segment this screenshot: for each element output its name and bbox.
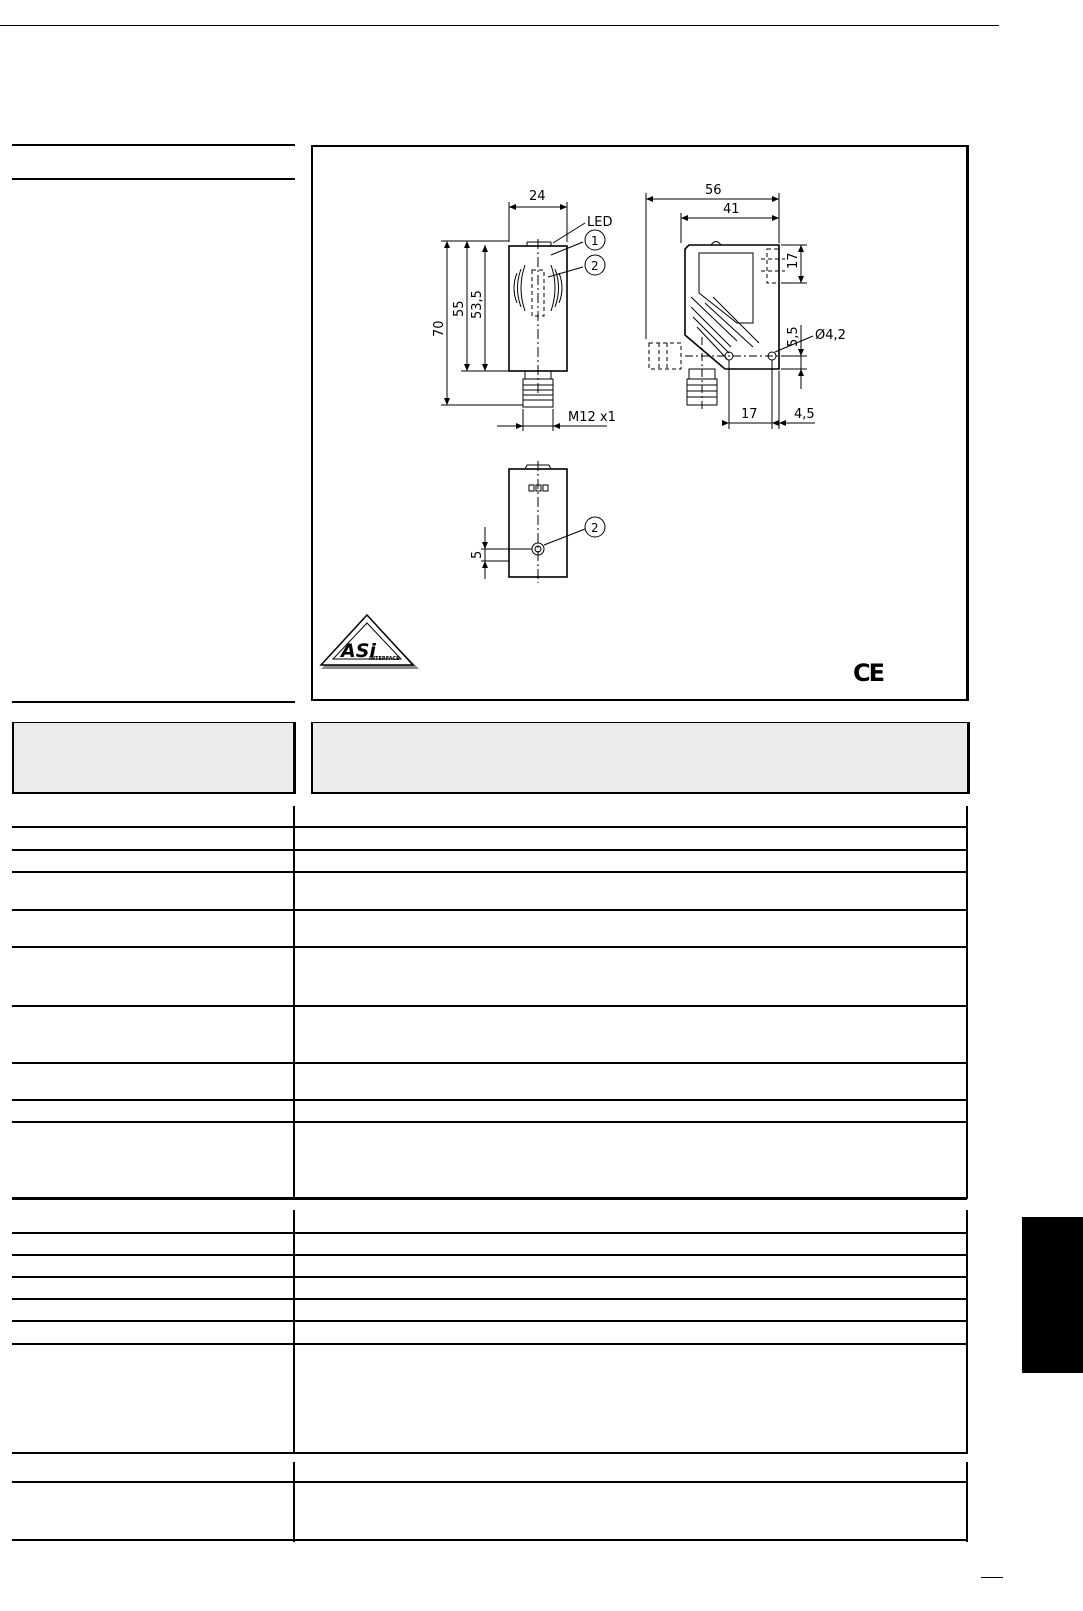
table-divider (966, 1210, 968, 1454)
dim-4-5: 4,5 (794, 407, 815, 422)
dim-56: 56 (705, 183, 722, 198)
section-tab (1022, 1217, 1083, 1373)
dim-5: 5 (470, 550, 485, 559)
left-rule (12, 178, 295, 180)
dim-height-55: 55 (452, 300, 467, 317)
table-row-rule (12, 1320, 967, 1322)
table-divider (293, 1462, 295, 1542)
table-divider (293, 806, 295, 1199)
table-divider (966, 806, 968, 1199)
dim-17-bottom: 17 (741, 407, 758, 422)
table-row-rule (12, 909, 967, 911)
left-rule (12, 144, 295, 146)
table-row-rule (12, 1005, 967, 1007)
table-row-rule (12, 946, 967, 948)
technical-drawing-frame (311, 145, 969, 701)
left-rule (12, 701, 295, 703)
table-row-rule (12, 1298, 967, 1300)
table-row-rule (12, 1099, 967, 1101)
table-header-left (12, 722, 296, 794)
table-row-rule (12, 1452, 967, 1454)
table-row-rule (12, 826, 967, 828)
page-number-mark (981, 1577, 1003, 1578)
dim-5-5: 5,5 (786, 326, 801, 347)
table-row-rule (12, 871, 967, 873)
header-rule (0, 25, 999, 26)
back-callout-2: 2 (591, 521, 599, 535)
dim-41: 41 (723, 202, 740, 217)
dim-width-24: 24 (529, 189, 546, 204)
table-divider (966, 1462, 968, 1542)
table-row-rule (12, 1343, 967, 1345)
thread-label: M12 x1 (568, 410, 616, 425)
table-row-rule (12, 1539, 967, 1541)
led-label: LED (587, 215, 613, 230)
table-header-right (311, 722, 970, 794)
asi-logo-text: ASi (341, 640, 376, 662)
hole-diameter-label: Ø4,2 (815, 328, 846, 343)
table-row-rule (12, 849, 967, 851)
dim-height-70: 70 (432, 320, 447, 337)
dim-17-right: 17 (786, 252, 801, 269)
callout-2: 2 (591, 259, 599, 273)
table-divider (293, 1210, 295, 1454)
table-row-rule (12, 1197, 967, 1200)
side-view (646, 193, 815, 429)
dimension-drawing (313, 147, 967, 699)
back-view (481, 461, 605, 583)
asi-interface-logo (321, 615, 419, 669)
dim-height-53-5: 53,5 (470, 290, 485, 319)
asi-logo-subtext: INTERFACE (369, 656, 400, 662)
table-row-rule (12, 1062, 967, 1064)
table-row-rule (12, 1481, 967, 1483)
callout-1: 1 (591, 234, 599, 248)
table-row-rule (12, 1276, 967, 1278)
ce-mark: CE (853, 659, 884, 687)
table-row-rule (12, 1254, 967, 1256)
table-row-rule (12, 1121, 967, 1123)
table-row-rule (12, 1232, 967, 1234)
